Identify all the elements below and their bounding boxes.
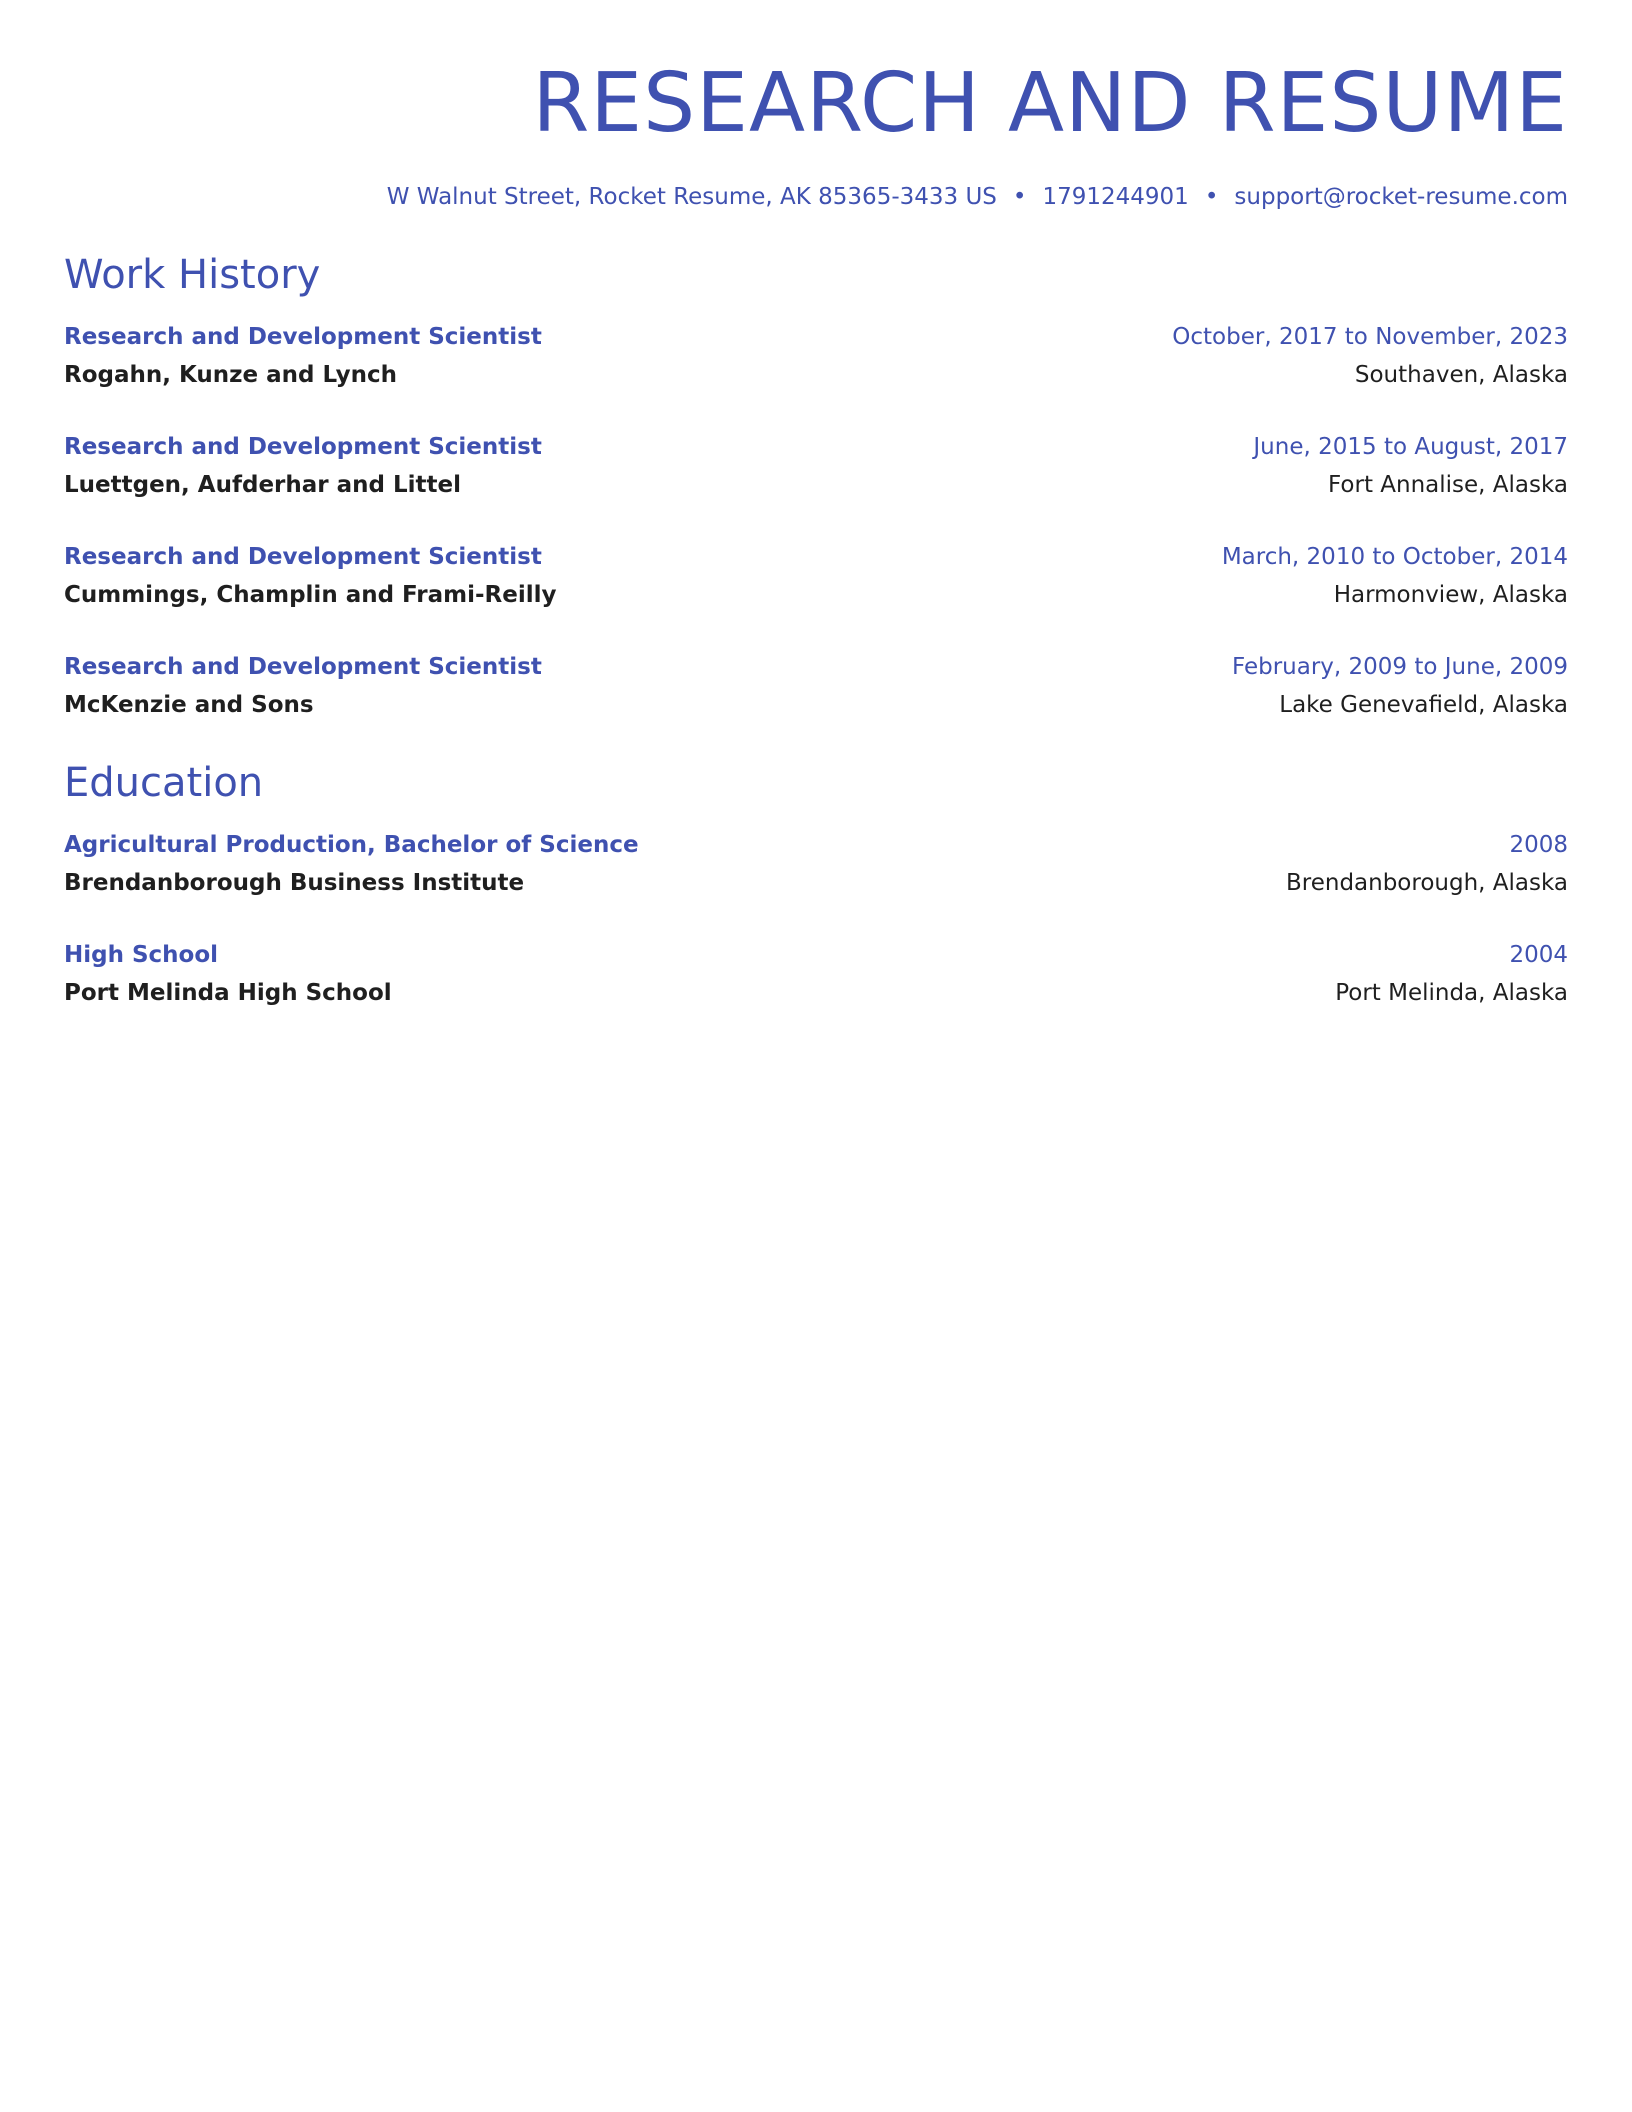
- work-entry-bottom-row: [64, 466, 1568, 504]
- job-title: Research and Development Scientist: [64, 434, 542, 460]
- graduation-year: 2004: [1509, 942, 1568, 968]
- education-entry-top-row: [64, 936, 1568, 974]
- employer-name: Rogahn, Kunze and Lynch: [64, 362, 397, 388]
- school-location: Port Melinda, Alaska: [1335, 980, 1568, 1006]
- resume-name: RESEARCH AND RESUME: [532, 56, 1568, 151]
- job-location: Harmonview, Alaska: [1333, 582, 1568, 608]
- school-name: Brendanborough Business Institute: [64, 870, 525, 896]
- work-entry: [64, 318, 1568, 394]
- degree-name: Agricultural Production, Bachelor of Science: [64, 832, 639, 858]
- education-entry: [64, 936, 1568, 1012]
- work-entry: [64, 538, 1568, 614]
- job-dates: March, 2010 to October, 2014: [1221, 544, 1568, 570]
- work-entry-top-row: [64, 318, 1568, 356]
- education-list: [64, 826, 1568, 1012]
- work-entry-top-row: [64, 428, 1568, 466]
- job-location: Fort Annalise, Alaska: [1328, 472, 1568, 498]
- contact-address: W Walnut Street, Rocket Resume, AK 85365-3433 US: [386, 184, 997, 210]
- work-history-heading: Work History: [64, 252, 321, 298]
- job-title: Research and Development Scientist: [64, 544, 542, 570]
- contact-phone: 1791244901: [1042, 184, 1189, 210]
- resume-header: [64, 0, 1568, 212]
- work-entry-bottom-row: [64, 576, 1568, 614]
- graduation-year: 2008: [1509, 832, 1568, 858]
- work-entry-bottom-row: [64, 686, 1568, 724]
- degree-name: High School: [64, 942, 219, 968]
- education-heading: Education: [64, 760, 264, 806]
- job-dates: February, 2009 to June, 2009: [1231, 654, 1568, 680]
- work-entry: [64, 428, 1568, 504]
- job-title: Research and Development Scientist: [64, 654, 542, 680]
- work-entry-top-row: [64, 538, 1568, 576]
- job-title: Research and Development Scientist: [64, 324, 542, 350]
- work-history-list: [64, 318, 1568, 724]
- contact-separator: •: [1204, 184, 1219, 210]
- job-location: Southaven, Alaska: [1354, 362, 1568, 388]
- job-dates: October, 2017 to November, 2023: [1172, 324, 1568, 350]
- education-entry-bottom-row: [64, 974, 1568, 1012]
- contact-line: [64, 182, 1568, 212]
- job-dates: June, 2015 to August, 2017: [1253, 434, 1568, 460]
- education-entry-bottom-row: [64, 864, 1568, 902]
- school-name: Port Melinda High School: [64, 980, 392, 1006]
- work-entry-top-row: [64, 648, 1568, 686]
- education-entry: [64, 826, 1568, 902]
- employer-name: McKenzie and Sons: [64, 692, 314, 718]
- work-entry: [64, 648, 1568, 724]
- employer-name: Luettgen, Aufderhar and Littel: [64, 472, 462, 498]
- education-entry-top-row: [64, 826, 1568, 864]
- employer-name: Cummings, Champlin and Frami-Reilly: [64, 582, 557, 608]
- school-location: Brendanborough, Alaska: [1285, 870, 1568, 896]
- work-entry-bottom-row: [64, 356, 1568, 394]
- job-location: Lake Genevafield, Alaska: [1279, 692, 1568, 718]
- contact-separator: •: [1012, 184, 1027, 210]
- contact-email[interactable]: support@rocket-resume.com: [1234, 184, 1568, 210]
